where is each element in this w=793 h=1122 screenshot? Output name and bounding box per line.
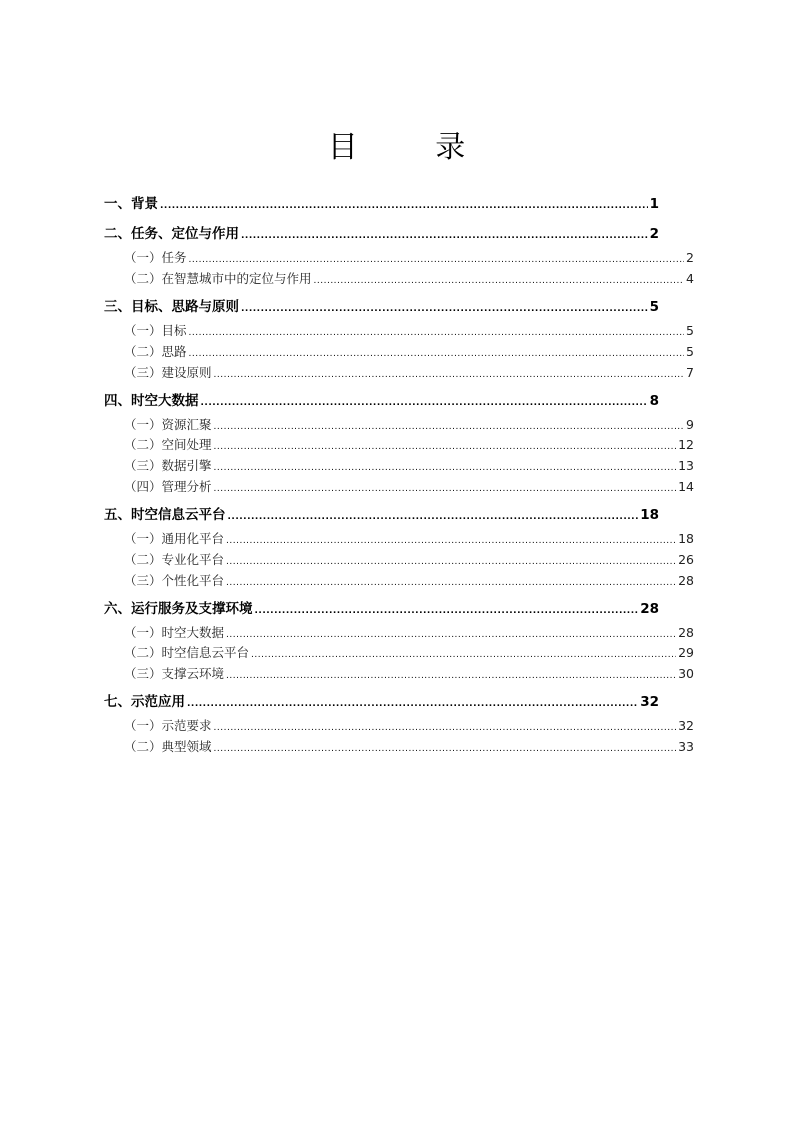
leader-dots bbox=[255, 606, 639, 616]
toc-label: （一）示范要求 bbox=[124, 718, 212, 733]
toc-entry[interactable] bbox=[124, 269, 694, 287]
leader-dots bbox=[314, 276, 685, 286]
toc-label: （四）管理分析 bbox=[124, 479, 212, 494]
toc-page-number: 7 bbox=[686, 365, 694, 380]
toc-entry[interactable] bbox=[124, 477, 694, 495]
toc-label: （一）资源汇聚 bbox=[124, 417, 212, 432]
toc-label: （一）目标 bbox=[124, 323, 187, 338]
leader-dots bbox=[228, 512, 639, 522]
leader-dots bbox=[160, 201, 648, 211]
leader-dots bbox=[214, 723, 677, 733]
leader-dots bbox=[214, 744, 677, 754]
toc-entry[interactable] bbox=[104, 222, 659, 242]
toc-entry[interactable] bbox=[124, 435, 694, 453]
toc-label: （二）典型领域 bbox=[124, 739, 212, 754]
toc-entry[interactable] bbox=[124, 248, 694, 266]
toc-page-number: 29 bbox=[678, 645, 694, 660]
toc-page-number: 2 bbox=[686, 250, 694, 265]
toc-page-number: 9 bbox=[686, 417, 694, 432]
leader-dots bbox=[241, 231, 648, 241]
toc-label: （二）在智慧城市中的定位与作用 bbox=[124, 271, 312, 286]
leader-dots bbox=[214, 484, 677, 494]
toc-page-number: 5 bbox=[649, 299, 659, 315]
leader-dots bbox=[226, 557, 676, 567]
toc-entry[interactable] bbox=[124, 664, 694, 682]
toc-label: （二）专业化平台 bbox=[124, 552, 225, 567]
toc-page-number: 8 bbox=[649, 393, 659, 409]
leader-dots bbox=[241, 304, 648, 314]
leader-dots bbox=[201, 398, 648, 408]
leader-dots bbox=[226, 536, 676, 546]
leader-dots bbox=[251, 650, 676, 660]
toc-page-number: 28 bbox=[640, 601, 659, 617]
leader-dots bbox=[189, 255, 685, 265]
toc-label: 四、时空大数据 bbox=[104, 393, 199, 409]
toc-entry[interactable] bbox=[124, 342, 694, 360]
leader-dots bbox=[214, 463, 677, 473]
toc-entry[interactable] bbox=[124, 415, 694, 433]
toc-page-number: 5 bbox=[686, 344, 694, 359]
toc-label: （一）时空大数据 bbox=[124, 625, 225, 640]
leader-dots bbox=[214, 370, 685, 380]
toc-entry[interactable] bbox=[104, 389, 659, 409]
toc-entry[interactable] bbox=[124, 550, 694, 568]
toc-entry[interactable] bbox=[104, 192, 659, 212]
toc-entry[interactable] bbox=[104, 503, 659, 523]
toc-label: （一）任务 bbox=[124, 250, 187, 265]
toc-page-number: 4 bbox=[686, 271, 694, 286]
toc-label: 五、时空信息云平台 bbox=[104, 507, 226, 523]
toc-label: （三）个性化平台 bbox=[124, 573, 225, 588]
toc-entry[interactable] bbox=[124, 571, 694, 589]
toc-entry[interactable] bbox=[124, 623, 694, 641]
toc-label: 六、运行服务及支撑环境 bbox=[104, 601, 253, 617]
toc-entry[interactable] bbox=[124, 456, 694, 474]
leader-dots bbox=[214, 442, 677, 452]
toc-label: 二、任务、定位与作用 bbox=[104, 226, 239, 242]
toc-entry[interactable] bbox=[104, 295, 659, 315]
toc-entry[interactable] bbox=[124, 363, 694, 381]
toc-label: （三）支撑云环境 bbox=[124, 666, 225, 681]
leader-dots bbox=[189, 328, 685, 338]
toc-page-number: 32 bbox=[640, 694, 659, 710]
toc-label: （一）通用化平台 bbox=[124, 531, 225, 546]
toc-entry[interactable] bbox=[124, 321, 694, 339]
leader-dots bbox=[226, 671, 676, 681]
toc-page-number: 30 bbox=[678, 666, 694, 681]
toc-page-number: 26 bbox=[678, 552, 694, 567]
toc-page-number: 12 bbox=[678, 437, 694, 452]
toc-page-number: 5 bbox=[686, 323, 694, 338]
toc-label: （二）时空信息云平台 bbox=[124, 645, 250, 660]
toc-page-number: 13 bbox=[678, 458, 694, 473]
leader-dots bbox=[214, 422, 685, 432]
toc-page-number: 2 bbox=[649, 226, 659, 242]
leader-dots bbox=[187, 699, 638, 709]
toc-page-number: 1 bbox=[649, 196, 659, 212]
toc-label: （三）数据引擎 bbox=[124, 458, 212, 473]
leader-dots bbox=[226, 630, 676, 640]
toc-page-number: 18 bbox=[678, 531, 694, 546]
toc-entry[interactable] bbox=[124, 737, 694, 755]
toc-entry[interactable] bbox=[124, 529, 694, 547]
toc-label: 三、目标、思路与原则 bbox=[104, 299, 239, 315]
toc-entry[interactable] bbox=[104, 690, 659, 710]
toc-label: 一、背景 bbox=[104, 196, 158, 212]
leader-dots bbox=[189, 349, 685, 359]
toc-label: （二）思路 bbox=[124, 344, 187, 359]
toc-page-number: 28 bbox=[678, 625, 694, 640]
toc-page-number: 18 bbox=[640, 507, 659, 523]
toc-page-number: 28 bbox=[678, 573, 694, 588]
toc-entry[interactable] bbox=[124, 716, 694, 734]
toc-entry[interactable] bbox=[104, 597, 659, 617]
toc-entry[interactable] bbox=[124, 643, 694, 661]
leader-dots bbox=[226, 578, 676, 588]
toc-label: 七、示范应用 bbox=[104, 694, 185, 710]
toc-page-number: 32 bbox=[678, 718, 694, 733]
toc-page-number: 33 bbox=[678, 739, 694, 754]
page-title: 目 录 bbox=[327, 130, 500, 165]
toc-label: （三）建设原则 bbox=[124, 365, 212, 380]
toc-page-number: 14 bbox=[678, 479, 694, 494]
toc-label: （二）空间处理 bbox=[124, 437, 212, 452]
